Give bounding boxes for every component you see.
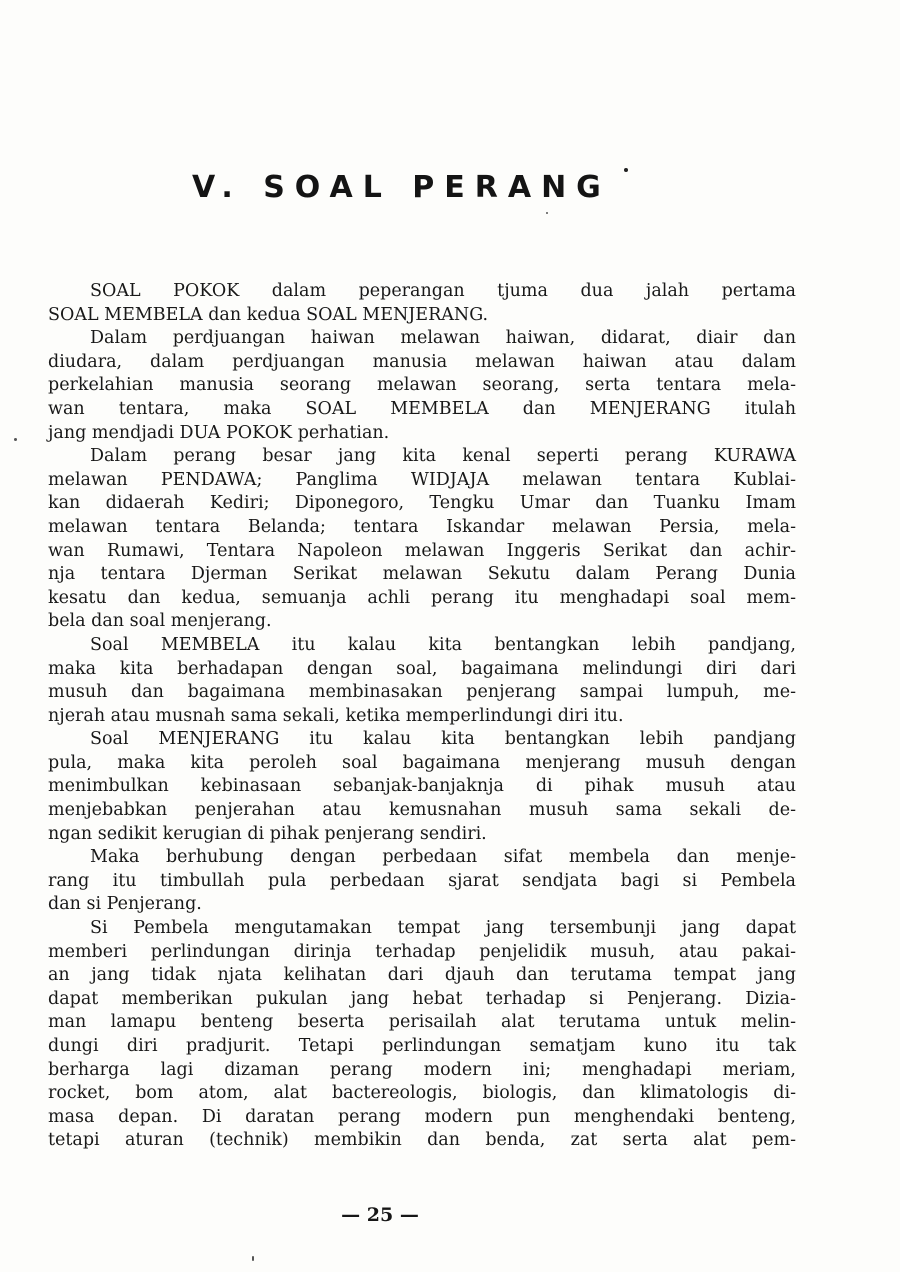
ink-speck xyxy=(14,438,17,441)
text-line: berharga lagi dizaman perang modern ini; menghadapi meriam, xyxy=(48,1059,796,1080)
text-line: pula, maka kita peroleh soal bagaimana menjerang musuh dengan xyxy=(48,752,796,773)
chapter-title: V. SOAL PERANG xyxy=(192,170,611,205)
text-line: menjebabkan penjerahan atau kemusnahan musuh sama sekali de- xyxy=(48,800,796,821)
text-line: menimbulkan kebinasaan sebanjak-banjaknja di pihak musuh atau xyxy=(48,776,796,797)
text-line: Dalam perdjuangan haiwan melawan haiwan, didarat, diair dan xyxy=(90,328,796,349)
text-line: musuh dan bagaimana membinasakan penjerang sampai lumpuh, me- xyxy=(48,682,796,703)
text-line: masa depan. Di daratan perang modern pun menghendaki benteng, xyxy=(48,1106,796,1127)
text-line: tetapi aturan (technik) membikin dan benda, zat serta alat pem- xyxy=(48,1130,796,1151)
text-line: Soal MENJERANG itu kalau kita bentangkan lebih pandjang xyxy=(90,729,796,750)
text-line: ngan sedikit kerugian di pihak penjerang sendiri. xyxy=(48,823,487,844)
text-line: Si Pembela mengutamakan tempat jang tersembunji jang dapat xyxy=(90,918,796,939)
text-line: nja tentara Djerman Serikat melawan Sekutu dalam Perang Dunia xyxy=(48,564,796,585)
text-line: dan si Penjerang. xyxy=(48,894,202,915)
text-line: SOAL MEMBELA dan kedua SOAL MENJERANG. xyxy=(48,304,489,325)
ink-speck xyxy=(546,212,548,214)
text-line: rocket, bom atom, alat bactereologis, biologis, dan klimatologis di- xyxy=(48,1083,796,1104)
text-line: wan tentara, maka SOAL MEMBELA dan MENJERANG itulah xyxy=(48,398,796,419)
text-line: kesatu dan kedua, semuanja achli perang itu menghadapi soal mem- xyxy=(48,587,796,608)
body-text xyxy=(48,280,796,1153)
text-line: SOAL POKOK dalam peperangan tjuma dua jalah pertama xyxy=(90,281,796,301)
title-ink-mark xyxy=(624,168,628,172)
text-line: jang mendjadi DUA POKOK perhatian. xyxy=(48,422,390,443)
text-line: wan Rumawi, Tentara Napoleon melawan Inggeris Serikat dan achir- xyxy=(48,540,796,561)
text-line: maka kita berhadapan dengan soal, bagaimana melindungi diri dari xyxy=(48,658,796,679)
text-line: diudara, dalam perdjuangan manusia melawan haiwan atau dalam xyxy=(48,351,796,372)
text-line: rang itu timbullah pula perbedaan sjarat sendjata bagi si Pembela xyxy=(48,870,796,891)
text-line: njerah atau musnah sama sekali, ketika memperlindungi diri itu. xyxy=(48,705,624,726)
text-line: kan didaerah Kediri; Diponegoro, Tengku Umar dan Tuanku Imam xyxy=(48,493,796,514)
text-line: Soal MEMBELA itu kalau kita bentangkan lebih pandjang, xyxy=(90,634,796,655)
text-line: man lamapu benteng beserta perisailah alat terutama untuk melin- xyxy=(48,1012,796,1033)
text-line: melawan PENDAWA; Panglima WIDJAJA melawan tentara Kublai- xyxy=(48,469,796,490)
text-line: perkelahian manusia seorang melawan seorang, serta tentara mela- xyxy=(48,375,796,396)
ink-speck xyxy=(252,1256,254,1261)
text-line: dapat memberikan pukulan jang hebat terhadap si Penjerang. Dizia- xyxy=(48,988,796,1009)
text-line: melawan tentara Belanda; tentara Iskandar melawan Persia, mela- xyxy=(48,516,796,537)
text-line: an jang tidak njata kelihatan dari djauh dan terutama tempat jang xyxy=(48,965,796,986)
text-line: Maka berhubung dengan perbedaan sifat membela dan menje- xyxy=(90,847,796,868)
text-line: dungi diri pradjurit. Tetapi perlindungan sematjam kuno itu tak xyxy=(48,1036,796,1056)
text-line: Dalam perang besar jang kita kenal seperti perang KURAWA xyxy=(90,446,796,467)
text-line: bela dan soal menjerang. xyxy=(48,611,272,632)
page-number: — 25 — xyxy=(341,1204,419,1226)
text-line: memberi perlindungan dirinja terhadap penjelidik musuh, atau pakai- xyxy=(48,941,796,962)
